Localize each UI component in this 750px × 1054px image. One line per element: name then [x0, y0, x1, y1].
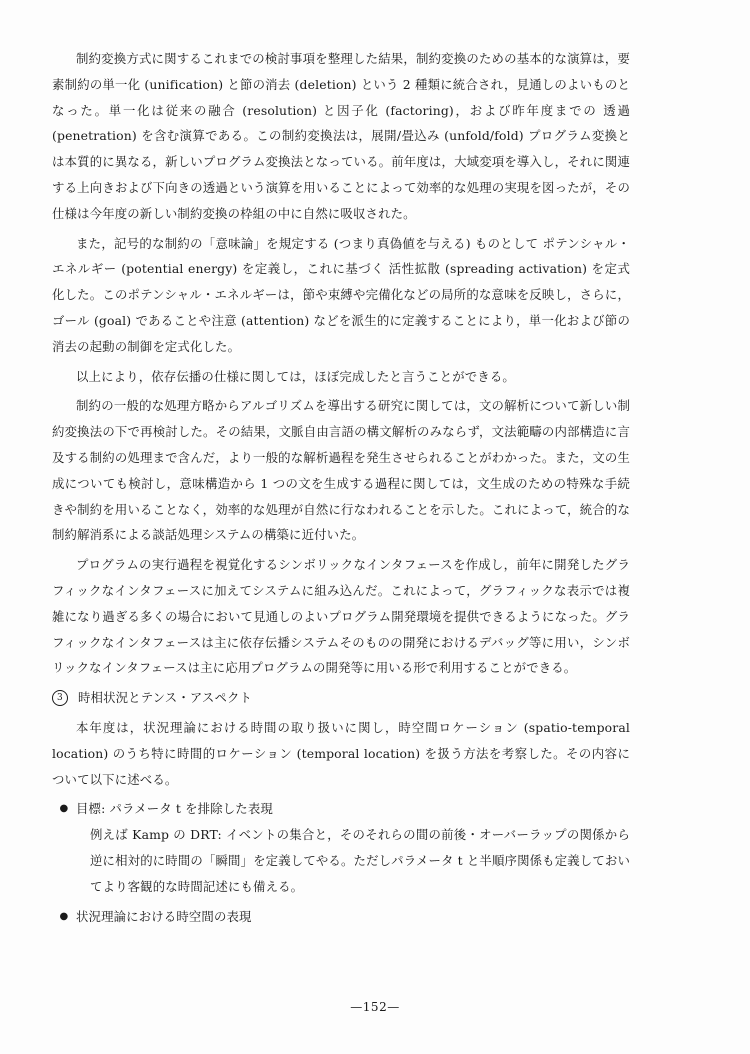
bullet-detail: 例えば Kamp の DRT: イベントの集合と，そのそれらの間の前後・オーバーラップの関係から逆に相対的に時間の「瞬間」を定義してやる。ただしパラメータ t と半順序関係も定義しておいてより客観的な時間記述にも備える。	[90, 827, 630, 894]
page-number: —152—	[350, 1000, 400, 1014]
bullet-item	[52, 796, 630, 899]
section-heading	[52, 685, 630, 711]
bullet-item	[52, 904, 630, 930]
bullet-title: 目標: パラメータ t を排除した表現	[76, 801, 273, 817]
section-title: 時相状況とテンス・アスペクト	[78, 690, 253, 706]
paragraph-potential-energy: また，記号的な制約の「意味論」を規定する (つまり真偽値を与える) ものとして ポテンシャル・エネルギー (potential energy) を定義し，これに基づく 活性拡散 (spreading activation) を定式化した。このポテンシャル・エネルギーは，節や束縛や完備化などの局所的な意味を反映し，さらに，ゴール (goal) であることや注意 (attention) などを派生的に定義することにより，単一化および節の消去の起動の制御を定式化した。	[52, 235, 630, 354]
paragraph-dependency-propagation: 以上により，依存伝播の仕様に関しては，ほぼ完成したと言うことができる。	[76, 368, 515, 384]
bullet-marker: ●	[59, 910, 69, 922]
section-number-circle: 3	[52, 690, 68, 706]
paragraph-temporal-location: 本年度は，状況理論における時間の取り扱いに関し，時空間ロケーション (spatio-temporal location) のうち特に時間的ロケーション (temporal location) を扱う方法を考察した。その内容について以下に述べる。	[52, 719, 630, 787]
bullet-marker: ●	[59, 803, 69, 815]
bullet-body	[76, 904, 630, 930]
page-content	[52, 46, 630, 929]
paragraph-constraint-transformation: 制約変換方式に関するこれまでの検討事項を整理した結果，制約変換のための基本的な演算は，要素制約の単一化 (unification) と節の消去 (deletion) という 2 種類に統合され，見通しのよいものとなった。単一化は従来の融合 (resolution) と因子化 (factoring)，および昨年度までの 透過 (penetration) を含む演算である。この制約変換法は，展開/畳込み (unfold/fold) プログラム変換とは本質的に異なる，新しいプログラム変換法となっている。前年度は，大域変項を導入し，それに関連する上向きおよび下向きの透過という演算を用いることによって効率的な処理の実現を図ったが，その仕様は今年度の新しい制約変換の枠組の中に自然に吸収された。	[52, 51, 630, 221]
paragraph-sentence-analysis: 制約の一般的な処理方略からアルゴリズムを導出する研究に関しては，文の解析について新しい制約変換法の下で再検討した。その結果，文脈自由言語の構文解析のみならず，文法範疇の内部構造に言及する制約の処理まで含んだ，より一般的な解析過程を発生させられることがわかった。また，文の生成についても検討し，意味構造から 1 つの文を生成する過程に関しては，文生成のための特殊な手続きや制約を用いることなく，効率的な処理が自然に行なわれることを示した。これによって，統合的な制約解消系による談話処理システムの構築に近付いた。	[52, 398, 630, 543]
bullet-title: 状況理論における時空間の表現	[76, 908, 252, 924]
bullet-body	[76, 796, 630, 899]
paragraph-symbolic-interface: プログラムの実行過程を視覚化するシンボリックなインタフェースを作成し，前年に開発したグラフィックなインタフェースに加えてシステムに組み込んだ。これによって，グラフィックな表示では複雑になり過ぎる多くの場合において見通しのよいプログラム開発環境を提供できるようになった。グラフィックなインタフェースは主に依存伝播システムそのものの開発におけるデバッグ等に用い，シンボリックなインタフェースは主に応用プログラムの開発等に用いる形で利用することができる。	[52, 557, 630, 676]
